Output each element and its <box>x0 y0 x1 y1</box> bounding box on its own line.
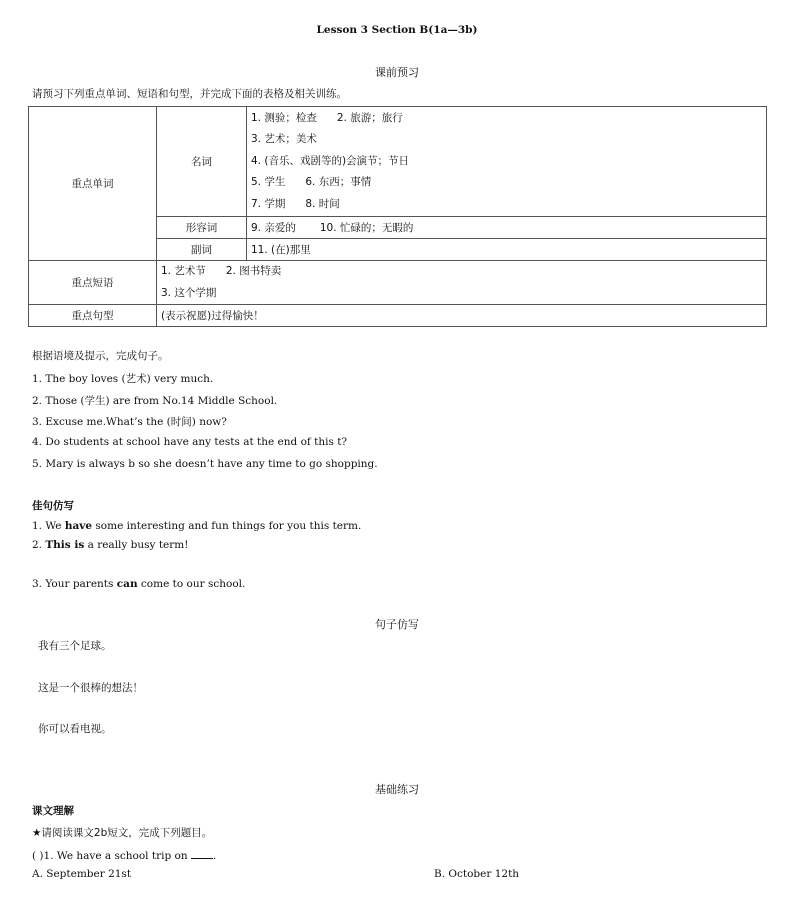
imitation-sentence-2: 2. This is a really busy term! <box>32 539 189 551</box>
section-heading-basic: 基础练习 <box>375 783 419 796</box>
imitation-sentence-3: 3. Your parents can come to our school. <box>32 578 246 590</box>
practice-sentence: 我有三个足球。 <box>38 640 112 652</box>
exercise1-heading: 根据语境及提示，完成句子。 <box>32 350 169 362</box>
basic-subheading: 课文理解 <box>32 805 74 817</box>
adj-items-cell: 9. 亲爱的 10. 忙碌的；无暇的 <box>247 217 767 239</box>
section-heading-sentence-practice: 句子仿写 <box>375 618 419 631</box>
practice-sentence: 你可以看电视。 <box>38 723 112 735</box>
words-label-cell: 重点单词 <box>29 107 157 261</box>
option-a[interactable]: A. September 21st <box>32 868 132 880</box>
phrases-label-cell: 重点短语 <box>29 261 157 305</box>
preview-instruction: 请预习下列重点单词、短语和句型，并完成下面的表格及相关训练。 <box>32 88 347 100</box>
exercise1-item: 2. Those (学生) are from No.14 Middle School. <box>32 395 278 407</box>
answer-blank[interactable] <box>191 848 213 859</box>
question-1: ( )1. We have a school trip on . <box>32 850 217 862</box>
sentence-label-cell: 重点句型 <box>29 305 157 327</box>
section-heading-preview: 课前预习 <box>375 66 419 79</box>
option-b[interactable]: B. October 12th <box>434 868 520 880</box>
imitation-sentence-1: 1. We have some interesting and fun things for you this term. <box>32 520 362 532</box>
adv-items-cell: 11. (在)那里 <box>247 239 767 261</box>
imitation-heading: 佳句仿写 <box>32 500 74 512</box>
sentence-item-cell: (表示祝愿)过得愉快！ <box>157 305 767 327</box>
exercise1-item: 5. Mary is always b so she doesn’t have any time to go shopping. <box>32 458 378 470</box>
phrase-items-cell: 1. 艺术节 2. 图书特卖 3. 这个学期 <box>157 261 767 305</box>
noun-label-cell: 名词 <box>157 107 247 217</box>
vocabulary-table <box>28 106 767 327</box>
practice-sentence: 这是一个很棒的想法！ <box>38 682 143 694</box>
noun-items-cell: 1. 测验；检查 2. 旅游；旅行 3. 艺术；美术 4. (音乐、戏剧等的)会演节；节日 5. 学生 6. 东西；事情 7. 学期 8. 时间 <box>247 107 767 217</box>
exercise1-item: 4. Do students at school have any tests at the end of this t? <box>32 436 348 448</box>
basic-instruction: ★请阅读课文2b短文，完成下列题目。 <box>32 827 213 839</box>
exercise1-item: 3. Excuse me.What’s the (时间) now? <box>32 416 227 428</box>
adv-label-cell: 副词 <box>157 239 247 261</box>
lesson-title: Lesson 3 Section B(1a—3b) <box>316 24 478 36</box>
adj-label-cell: 形容词 <box>157 217 247 239</box>
exercise1-item: 1. The boy loves (艺术) very much. <box>32 373 214 385</box>
